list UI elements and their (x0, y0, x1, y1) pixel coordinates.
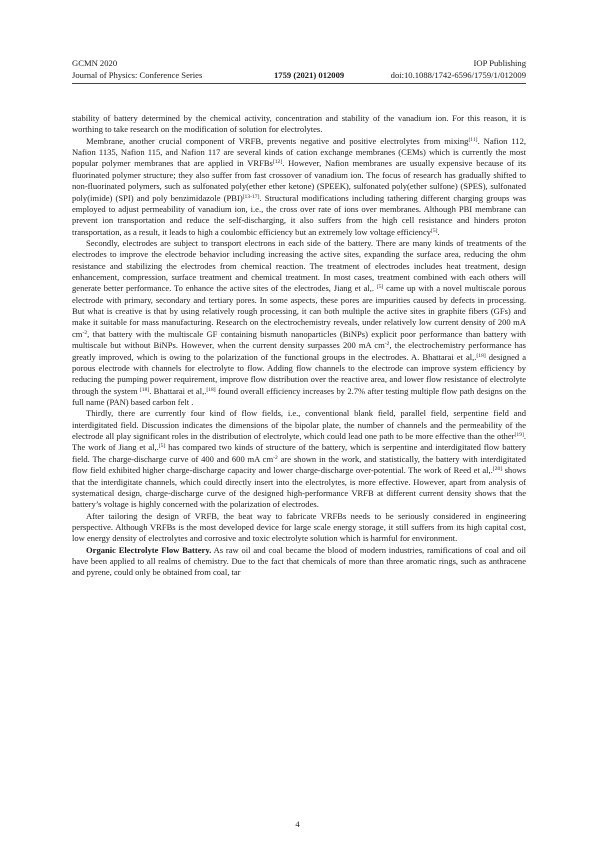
citation-ref: [19] (514, 432, 524, 439)
body-paragraph (72, 238, 526, 408)
citation-ref: [11] (468, 136, 478, 143)
paragraph-text: Secondly, electrodes are subject to transport electrons in each side of the battery. There are many kinds of treatments of the electrodes to improve the electrode behavior including increasing the active sites, expanding the surface area, reducing the ohm resistance and stabilizing the electrodes from chemical reaction. The treatment of electrodes includes heat treatment, design enhancement, compression, surface treatment and chemical treatment. In most cases, treatment combined with each others will generate better performance. To enhance the active sites of the electrodes, Jiang et al,. (72, 237, 526, 294)
citation-ref: [12] (272, 159, 283, 166)
paragraph-text: . Nafion 112, Nafion 1135, Nafion 115, and Nafion 117 are several kinds of cation exchange membranes (CEMs) which is currently the most popular polymer membranes that are applied in VRFBs (72, 135, 526, 169)
citation-ref: [18] (476, 352, 486, 359)
body-paragraph (72, 408, 526, 510)
page-number: 4 (295, 819, 300, 829)
citation-ref: -2 (273, 454, 278, 461)
article-body (72, 113, 526, 579)
body-paragraph (72, 136, 526, 238)
paragraph-text: designed a porous electrode with channels for electrolyte to flow. Adding flow channels to the electrode can improve system efficiency by reducing the pumping power requirement, improve flow distribution over the reactive area, and lower flow resistance of electrolyte through the system (72, 351, 526, 396)
paragraph-text: . The work of Jiang et al,. (72, 431, 526, 453)
section-run-in-heading: Organic Electrolyte Flow Battery. (86, 544, 212, 555)
citation-ref: [5] (431, 227, 438, 234)
paragraph-text: As raw oil and coal became the blood of modern industries, ramifications of coal and oil have been applied to all realms of chemistry. Due to the fact that chemicals of more than three aromatic rings, such as anthracene and pyrene, could only be obtained from coal, tar (72, 544, 526, 578)
citation-ref: [13-17] (242, 193, 260, 200)
paragraph-text: , that battery with the multiscale GF containing bismuth nanoparticles (BiNPs) explicit poor performance than battery with multiscale but without BiNPs. However, when the current density surpasses 200 mA cm (72, 328, 526, 351)
citation-ref: [5] (158, 443, 166, 450)
paragraph-text: came up with a novel multiscale porous electrode with primary, secondary and tertiary pores. In some aspects, these pores are impurities caused by defects in processing. But what is creative is that by using relatively rough processing, it can both multiple the active sites in graphite fibers (GFs) and make it suitable for mass manufacturing. Research on the electrochemistry reveals, under relatively low current density of 200 mA cm (72, 283, 526, 339)
doi-link[interactable]: doi:10.1088/1742-6596/1759/1/012009 (390, 70, 526, 80)
citation-ref: [5] (376, 284, 384, 291)
paragraph-text: has compared two kinds of structure of the battery, which is serpentine and interdigitated flow battery field. The charge-discharge curve of 400 and 600 mA cm (72, 442, 526, 464)
citation-ref: [20] (492, 466, 503, 473)
paragraph-text: , the electrochemistry performance has greatly improved, which is owing to the polarization of the functional groups in the electrodes. A. Bhattarai et al,. (72, 340, 526, 362)
paragraph-text: found overall efficiency increases by 2.7% after testing multiple flow path designs on the full name (PAN) based carbon felt . (72, 385, 526, 407)
paragraph-text: are shown in the work, and statistically, the battery with interdigitated flow field exhibited higher charge-discharge capacity and lower charge-discharge over-potential. The work of Reed et al,. (72, 453, 526, 476)
conference-name: GCMN 2020 (72, 58, 118, 68)
paragraph-text: . Structural modifications including tathering different charging groups was employed to adjust permeability of vanadium ion, i.e., the cross over rate of ions over membranes. Although PBI membrane can prevent ion transportation and reduce the self-discharging, it also suffers from the high cell resistance and hinders proton transportation, as a result, it leads to high a coulombic efficiency but an extremely low voltage efficiency (72, 192, 526, 237)
paragraph-text: . (437, 226, 440, 237)
paragraph-text: . Bhattarai et al,. (149, 385, 207, 396)
paragraph-text: stability of battery determined by the chemical activity, concentration and stability of the vanadium ion. For this reason, it is worthing to take research on the modification of solution for electrolytes. (72, 113, 526, 135)
citation-ref: -2 (82, 329, 88, 336)
journal-name: Journal of Physics: Conference Series (72, 70, 203, 80)
paragraph-text: shows that the interdigitate channels, which could directly insert into the electrolytes, is more effective. However, apart from analysis of systematical design, charge-discharge curve of the designed high-performance VRFB at different current density shows that the battery’s voltage is highly concerned with the polarization of electrodes. (72, 465, 526, 510)
header-rule (72, 83, 526, 84)
paragraph-text: After tailoring the design of VRFB, the beat way to fabricate VRFBs needs to be seriously considered in engineering perspective. Although VRFBs is the most developed device for large scale energy storage, it still suffers from its high capital cost, low energy density of electrolytes and corrosive and toxic electrolyte solution which is harmful for environment. (72, 510, 526, 544)
citation-ref: [18] (206, 386, 216, 393)
citation-ref: -2 (384, 341, 390, 348)
paragraph-text: Thirdly, there are currently four kind of flow fields, i.e., conventional blank field, parallel field, serpentine field and interdigitated field. Discussion indicates the dimensions of the bipolar plate, the number of channels and the permeability of the electrode all play significant roles in the distribution of electrolyte, which could lead one path to be more effective than the other (72, 408, 526, 442)
body-paragraph (72, 113, 526, 136)
publisher-name: IOP Publishing (473, 58, 526, 68)
citation-ref: [18] (139, 386, 150, 393)
body-paragraph (72, 511, 526, 545)
paragraph-text: . However, Nafion membranes are usually expensive because of its fluorinated polymer structure; they also suffer from fast crossover of vanadium ion. The focus of research has gradually shifted to non-fluorinated polymers, such as sulfonated poly(ether ether ketone) (SPEEK), sulfonated poly(ether sulfone) (SPES), sulfonated poly(imide) (SPI) and poly benzimidazole (PBI) (72, 158, 527, 203)
body-paragraph (72, 545, 526, 579)
paragraph-text: Membrane, another crucial component of VRFB, prevents negative and positive electrolytes from mixing (86, 135, 469, 146)
volume-issue: 1759 (2021) 012009 (274, 70, 345, 80)
